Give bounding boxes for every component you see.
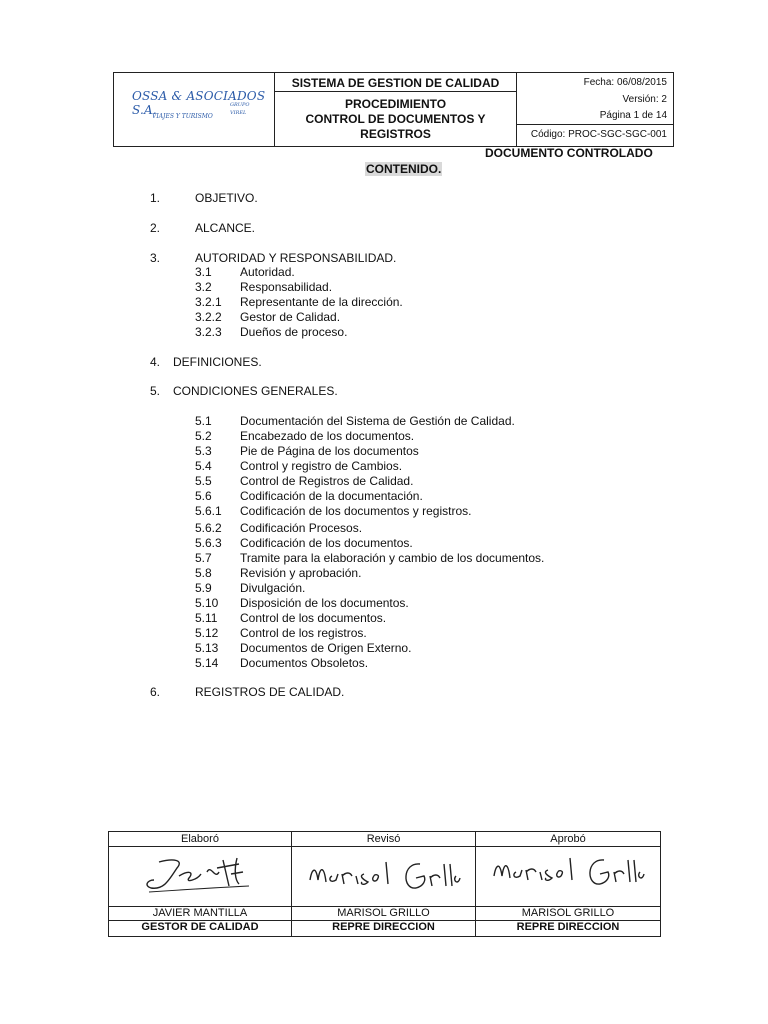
toc-number: 2.	[150, 221, 161, 235]
toc-number: 5.6	[195, 489, 212, 503]
header-meta-cell	[517, 73, 673, 146]
toc-number: 3.2	[195, 280, 212, 294]
signature-heading: Aprobó	[550, 833, 586, 845]
company-logo	[114, 73, 275, 146]
toc-number: 5.13	[195, 641, 219, 655]
signature-heading: Elaboró	[181, 833, 219, 845]
toc-title: Codificación Procesos.	[240, 521, 363, 535]
signer-name: JAVIER MANTILLA	[152, 907, 248, 919]
document-date: Fecha: 06/08/2015	[583, 77, 667, 88]
document-title	[275, 97, 516, 142]
document-type: PROCEDIMIENTO	[344, 97, 447, 111]
signer-name: MARISOL GRILLO	[521, 907, 615, 919]
toc-number: 5.4	[195, 459, 212, 473]
system-title: SISTEMA DE GESTION DE CALIDAD	[291, 76, 500, 90]
signer-role: REPRE DIRECCION	[332, 921, 435, 933]
toc-number: 5.1	[195, 414, 212, 428]
toc-number: 6.	[150, 685, 161, 699]
toc-title: Tramite para la elaboración y cambio de los documentos.	[240, 551, 545, 565]
signature-column-reviso	[292, 832, 476, 936]
controlled-document-stamp: DOCUMENTO CONTROLADO	[485, 146, 653, 160]
toc-title: Responsabilidad.	[240, 280, 333, 294]
handwritten-signature	[302, 850, 462, 902]
handwritten-signature	[486, 850, 646, 902]
toc-number: 3.2.3	[195, 325, 222, 339]
toc-title: AUTORIDAD Y RESPONSABILIDAD.	[195, 251, 397, 265]
toc-number: 4.	[150, 355, 161, 369]
toc-title: OBJETIVO.	[195, 191, 258, 205]
toc-number: 5.7	[195, 551, 212, 565]
toc-title: Encabezado de los documentos.	[240, 429, 415, 443]
toc-number: 5.6.1	[195, 504, 222, 518]
toc-title: Control de los registros.	[240, 626, 367, 640]
toc-number: 5.3	[195, 444, 212, 458]
signer-role: GESTOR DE CALIDAD	[141, 921, 259, 933]
toc-number: 5.12	[195, 626, 219, 640]
contents-heading: CONTENIDO.	[366, 162, 442, 176]
toc-title: DEFINICIONES.	[173, 355, 262, 369]
toc-title: Documentación del Sistema de Gestión de Calidad.	[240, 414, 515, 428]
toc-number: 5.11	[195, 611, 218, 625]
document-version: Versión: 2	[622, 94, 667, 105]
toc-number: 5.8	[195, 566, 212, 580]
toc-number: 3.1	[195, 265, 212, 279]
toc-title: Codificación de los documentos y registros.	[240, 504, 472, 518]
document-title-line: REGISTROS	[360, 127, 431, 141]
toc-title: REGISTROS DE CALIDAD.	[195, 685, 345, 699]
document-title-line: CONTROL DE DOCUMENTOS Y	[305, 112, 486, 126]
toc-number: 5.6.2	[195, 521, 222, 535]
logo-subtitle: VIAJES Y TURISMO	[152, 113, 213, 120]
toc-number: 5.14	[195, 656, 219, 670]
toc-title: Disposición de los documentos.	[240, 596, 409, 610]
logo-side-line: VIREL	[230, 110, 247, 116]
signature-heading: Revisó	[366, 833, 401, 845]
toc-title: Revisión y aprobación.	[240, 566, 362, 580]
toc-title: Codificación de los documentos.	[240, 536, 413, 550]
toc-number: 5.5	[195, 474, 212, 488]
signature-column-aprobo	[476, 832, 660, 936]
toc-number: 3.2.1	[195, 295, 222, 309]
logo-side-text	[230, 101, 249, 117]
logo-side-line: GRUPO	[230, 102, 250, 108]
toc-number: 5.10	[195, 596, 219, 610]
toc-title: Autoridad.	[240, 265, 295, 279]
toc-title: Documentos de Origen Externo.	[240, 641, 412, 655]
signature-column-elaboro	[109, 832, 292, 936]
toc-title: Dueños de proceso.	[240, 325, 348, 339]
signer-role: REPRE DIRECCION	[516, 921, 620, 933]
toc-number: 1.	[150, 191, 161, 205]
toc-number: 5.2	[195, 429, 212, 443]
document-code: Código: PROC-SGC-SGC-001	[530, 129, 667, 140]
toc-number: 3.2.2	[195, 310, 222, 324]
toc-number: 5.9	[195, 581, 212, 595]
toc-title: Codificación de la documentación.	[240, 489, 423, 503]
toc-number: 5.	[150, 384, 161, 398]
toc-title: Gestor de Calidad.	[240, 310, 341, 324]
document-header	[113, 72, 674, 147]
signer-name: MARISOL GRILLO	[337, 907, 430, 919]
logo-brand: OSSA & ASOCIADOS S.A.	[132, 89, 266, 117]
toc-title: CONDICIONES GENERALES.	[173, 384, 338, 398]
toc-title: Control y registro de Cambios.	[240, 459, 403, 473]
toc-title: Control de los documentos.	[240, 611, 387, 625]
signature-table	[108, 831, 661, 937]
toc-title: Documentos Obsoletos.	[240, 656, 369, 670]
toc-title: Representante de la dirección.	[240, 295, 403, 309]
page-number: Página 1 de 14	[599, 110, 667, 121]
toc-number: 5.6.3	[195, 536, 222, 550]
handwritten-signature	[119, 850, 269, 902]
toc-title: Divulgación.	[240, 581, 306, 595]
header-title-cell	[275, 73, 517, 146]
toc-title: Control de Registros de Calidad.	[240, 474, 414, 488]
toc-title: Pie de Página de los documentos	[240, 444, 419, 458]
toc-number: 3.	[150, 251, 161, 265]
toc-title: ALCANCE.	[195, 221, 256, 235]
